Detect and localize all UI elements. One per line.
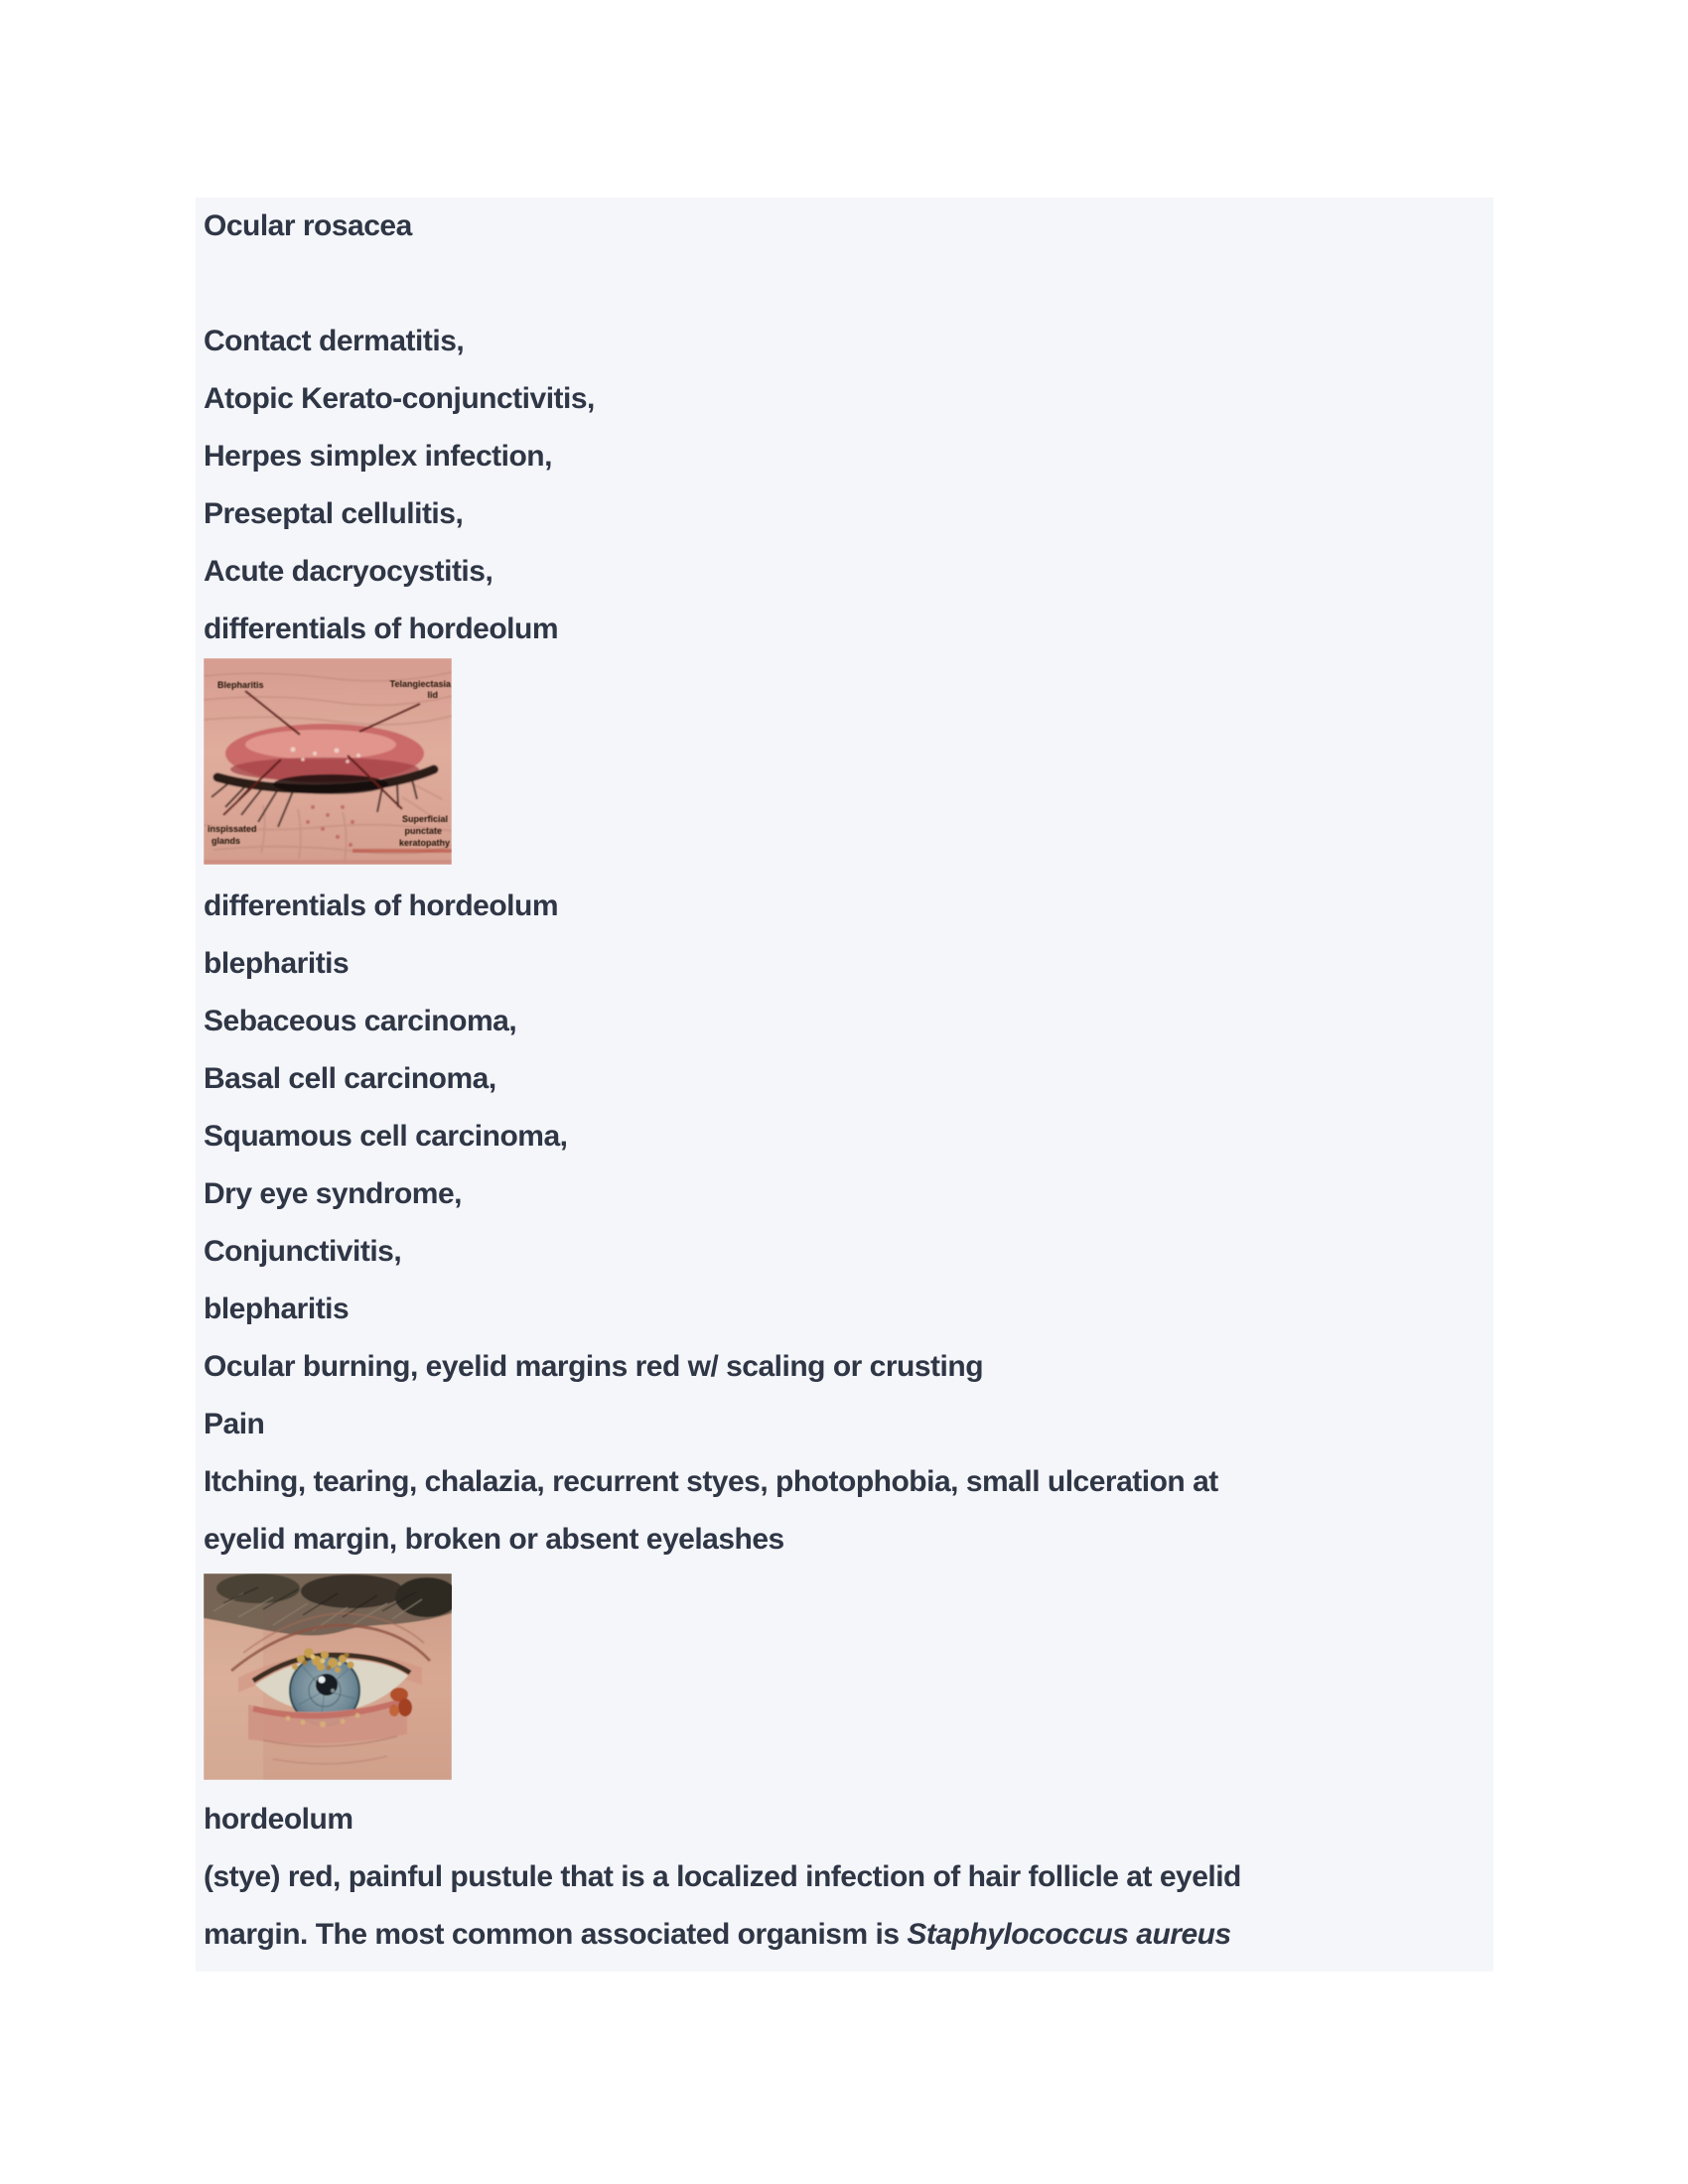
figure1-label-telangiectasia: Telangiectasia: [389, 679, 451, 689]
doc-line: Contact dermatitis,: [204, 325, 465, 357]
doc-line: Basal cell carcinoma,: [204, 1062, 496, 1095]
doc-line: hordeolum: [204, 1803, 353, 1836]
figure1-label-bottom-left-1: inspissated: [208, 824, 257, 834]
figure1-label-keratopathy: keratopathy: [398, 838, 450, 848]
doc-line: Atopic Kerato-conjunctivitis,: [204, 382, 595, 415]
doc-line: Herpes simplex infection,: [204, 440, 552, 473]
doc-line-normal-text: margin. The most common associated organism is: [204, 1918, 908, 1951]
figure1-label-lid: lid: [427, 690, 438, 700]
figure1-label-blepharitis: Blepharitis: [217, 680, 264, 690]
crusted-eyelashes-photo: [204, 1573, 452, 1780]
doc-line: Acute dacryocystitis,: [204, 555, 493, 588]
doc-line: Sebaceous carcinoma,: [204, 1005, 517, 1037]
figure1-label-superficial: Superficial: [401, 814, 448, 824]
doc-line: Preseptal cellulitis,: [204, 497, 464, 530]
doc-line: Ocular rosacea: [204, 209, 412, 242]
doc-line: Itching, tearing, chalazia, recurrent styes, photophobia, small ulceration at: [204, 1465, 1218, 1498]
doc-line: blepharitis: [204, 1293, 350, 1325]
doc-line: blepharitis: [204, 947, 350, 980]
doc-line: Dry eye syndrome,: [204, 1177, 462, 1210]
figure1-label-punctate: punctate: [404, 826, 442, 836]
doc-line: eyelid margin, broken or absent eyelashes: [204, 1523, 784, 1556]
blepharitis-annotated-photo: [204, 658, 452, 865]
doc-line: Pain: [204, 1408, 265, 1440]
blank-line: [204, 255, 1493, 313]
doc-line: (stye) red, painful pustule that is a localized infection of hair follicle at eyelid: [204, 1860, 1241, 1893]
organism-italic-text: Staphylococcus aureus: [907, 1918, 1231, 1951]
figure1-label-bottom-left-2: glands: [211, 836, 241, 846]
doc-line: differentials of hordeolum: [204, 613, 559, 645]
doc-line: Ocular burning, eyelid margins red w/ scaling or crusting: [204, 1350, 984, 1383]
doc-line: differentials of hordeolum: [204, 889, 559, 922]
doc-line: Conjunctivitis,: [204, 1235, 402, 1268]
doc-line: Squamous cell carcinoma,: [204, 1120, 568, 1153]
doc-line: [204, 1906, 1493, 1964]
flashcard-panel: [196, 198, 1493, 1972]
